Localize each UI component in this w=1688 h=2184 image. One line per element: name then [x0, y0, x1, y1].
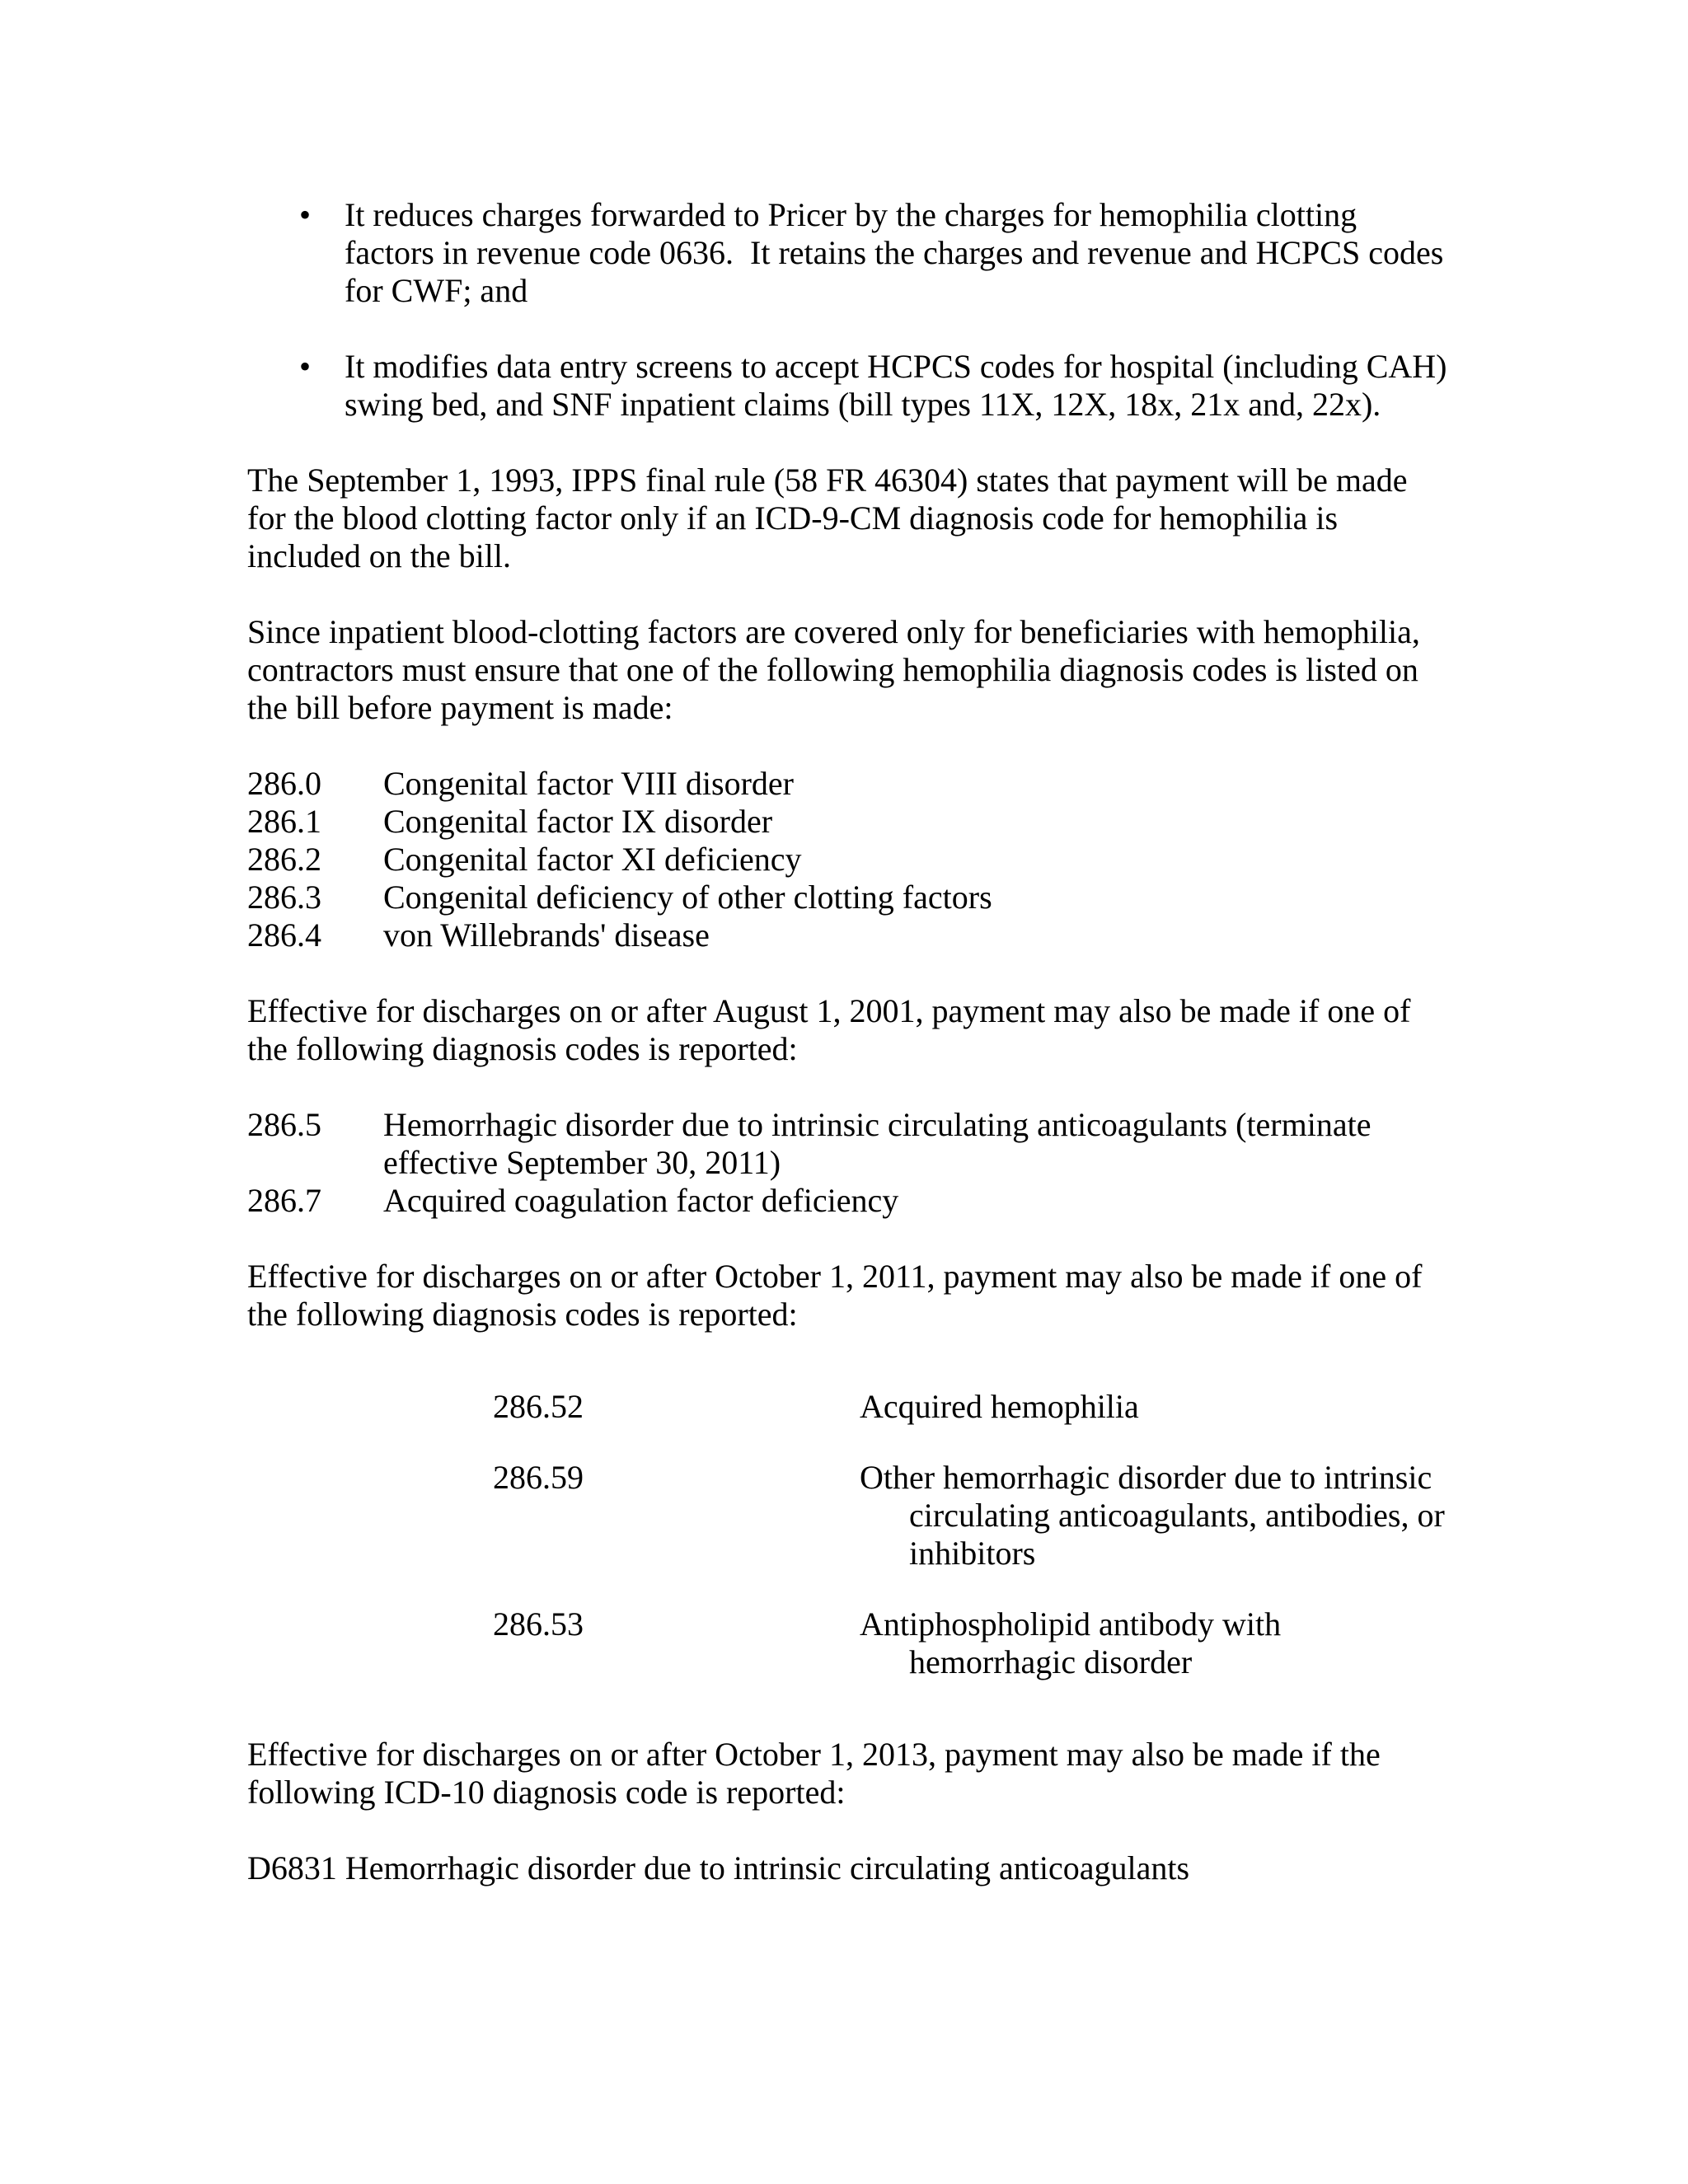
diagnosis-code: 286.0: [247, 765, 321, 802]
diagnosis-code: 286.2: [247, 841, 321, 878]
diagnosis-description: Congenital deficiency of other clotting factors: [383, 879, 992, 916]
code-row: [247, 841, 1451, 879]
paragraph-effective-2011: Effective for discharges on or after October 1, 2011, payment may also be made if one of the following diagnosis codes is reported:: [247, 1258, 1423, 1333]
diagnosis-description: Other hemorrhagic disorder due to intrinsic circulating anticoagulants, antibodies, or inhibitors: [860, 1459, 1445, 1572]
paragraph-ipps-rule: The September 1, 1993, IPPS final rule (58 FR 46304) states that payment will be made for the blood clotting factor only if an ICD-9-CM diagnosis code for hemophilia is included on the bill.: [247, 462, 1408, 574]
bullet-symbol: •: [298, 196, 311, 233]
code-row: [247, 916, 1451, 954]
bullet-item-pricer: [247, 196, 1451, 310]
diagnosis-code: 286.7: [247, 1182, 321, 1219]
diagnosis-code: 286.3: [247, 879, 321, 916]
paragraph-coverage: Since inpatient blood-clotting factors are covered only for beneficiaries with hemophilia, contractors must ensure that one of the following hemophilia diagnosis codes is listed on the bill before payment is made:: [247, 613, 1420, 726]
diagnosis-description: Congenital factor XI deficiency: [383, 841, 802, 878]
document-page: [247, 196, 1451, 1925]
bullet-text: It modifies data entry screens to accept HCPCS codes for hospital (including CAH) swing bed, and SNF inpatient claims (bill types 11X, 12X, 18x, 21x and, 22x).: [345, 348, 1447, 423]
diagnosis-description: Congenital factor IX disorder: [383, 803, 773, 840]
diagnosis-code: 286.53: [493, 1605, 584, 1643]
diagnosis-code: 286.59: [493, 1459, 584, 1496]
diagnosis-code: 286.4: [247, 916, 321, 954]
paragraph-effective-2001: Effective for discharges on or after August 1, 2001, payment may also be made if one of the following diagnosis codes is reported:: [247, 992, 1411, 1067]
bullet-text: It reduces charges forwarded to Pricer by the charges for hemophilia clotting factors in revenue code 0636. It retains the charges and revenue and HCPCS codes for CWF; and: [345, 196, 1444, 309]
diagnosis-code: 286.5: [247, 1106, 321, 1143]
bullet-list: [247, 196, 1451, 424]
bullet-item-data-entry: [247, 348, 1451, 424]
diagnosis-description: Acquired coagulation factor deficiency: [383, 1182, 899, 1219]
code-list-2001: [247, 1106, 1451, 1220]
icd10-code-line: D6831 Hemorrhagic disorder due to intrinsic circulating anticoagulants: [247, 1849, 1190, 1886]
code-row: [247, 1182, 1451, 1220]
diagnosis-description: Hemorrhagic disorder due to intrinsic circulating anticoagulants (terminate effective September 30, 2011): [383, 1106, 1372, 1181]
hemophilia-code-list: [247, 765, 1451, 954]
diagnosis-code: 286.52: [493, 1388, 584, 1425]
diagnosis-description: Congenital factor VIII disorder: [383, 765, 794, 802]
diagnosis-description: Acquired hemophilia: [860, 1388, 1139, 1425]
code-row: [247, 879, 1451, 916]
code-row: [247, 765, 1451, 803]
diagnosis-description: von Willebrands' disease: [383, 916, 710, 954]
code-row: [247, 1106, 1451, 1182]
table-row: [493, 1388, 1451, 1426]
code-table-2011: [493, 1388, 1451, 1681]
table-row: [493, 1605, 1451, 1681]
table-row: [493, 1459, 1451, 1572]
paragraph-effective-2013: Effective for discharges on or after October 1, 2013, payment may also be made if the following ICD-10 diagnosis code is reported:: [247, 1736, 1381, 1811]
diagnosis-description: Antiphospholipid antibody with hemorrhagic disorder: [860, 1605, 1282, 1680]
diagnosis-code: 286.1: [247, 803, 321, 840]
bullet-symbol: •: [298, 348, 311, 385]
code-row: [247, 803, 1451, 841]
